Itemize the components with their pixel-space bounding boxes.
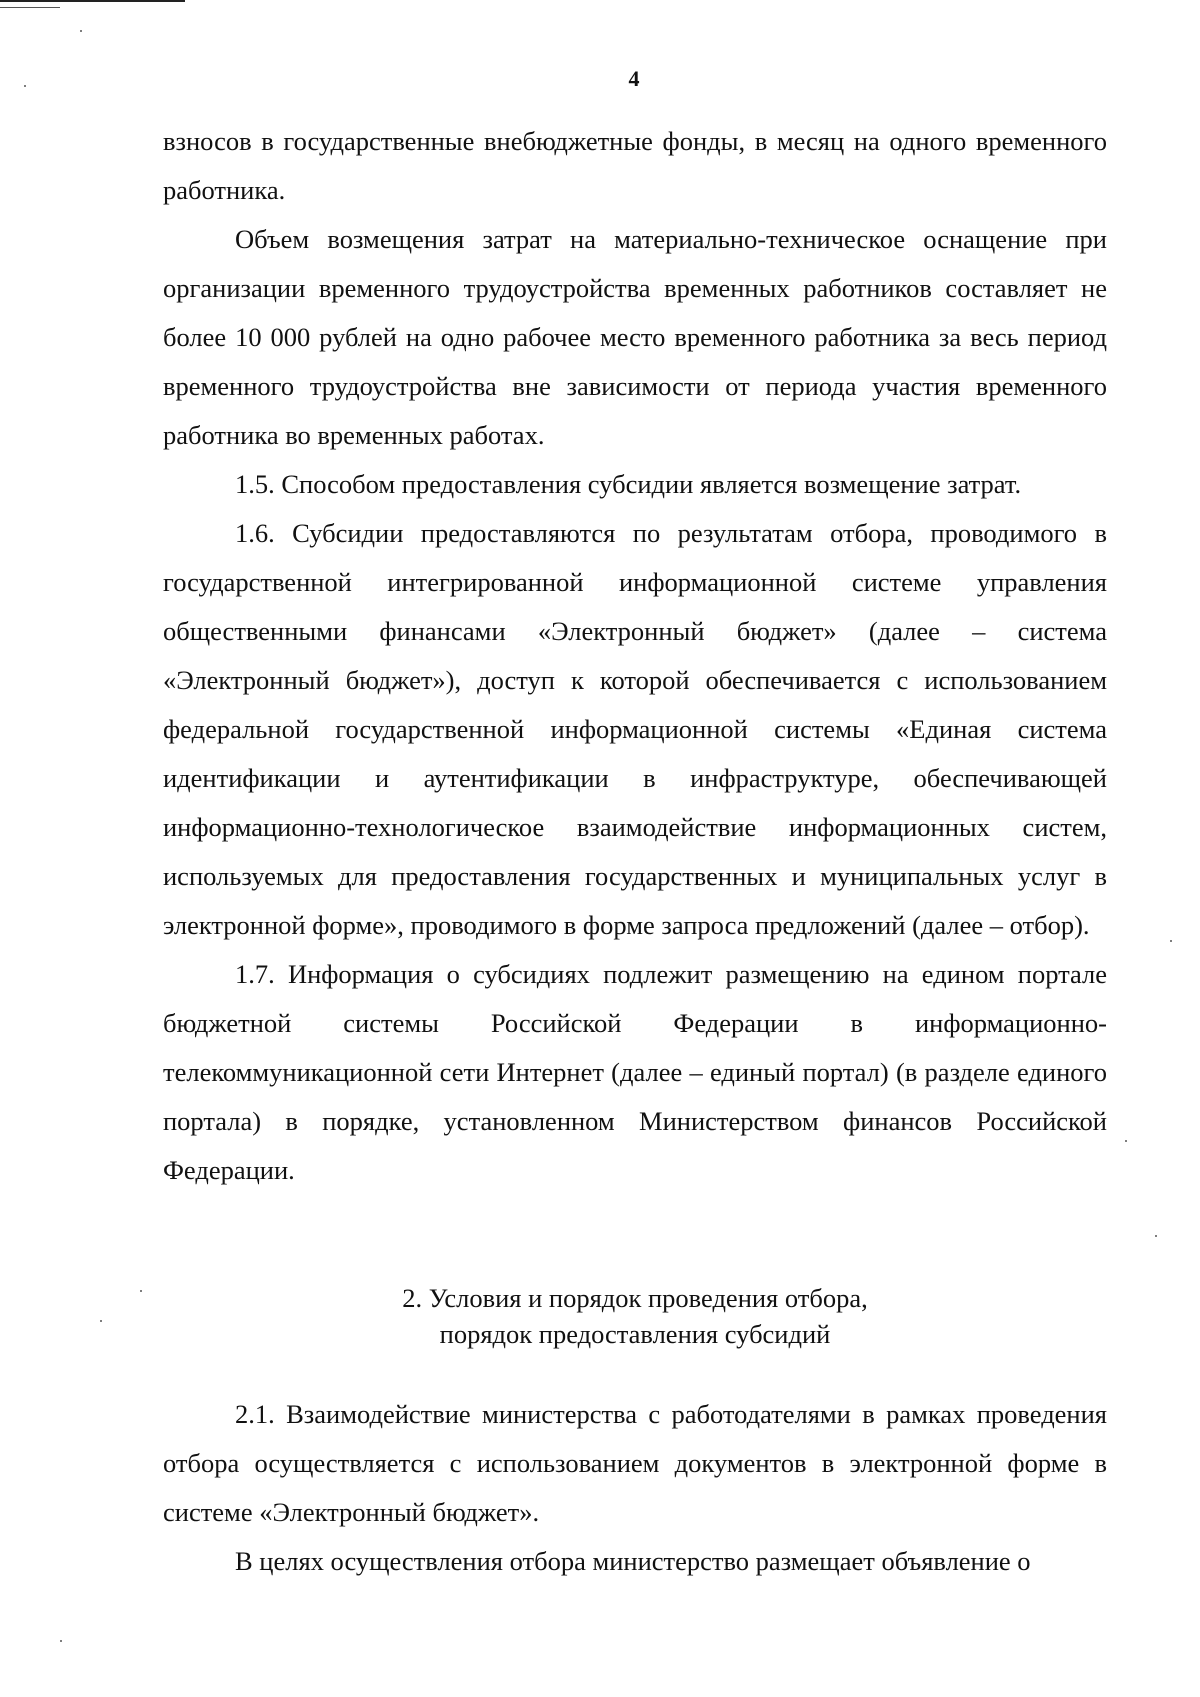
text-block-section [163,1390,1107,1586]
scan-speck [140,1290,142,1292]
page-number: 4 [628,66,640,91]
paragraph-reimbursement-volume: Объем возмещения затрат на материально-техническое оснащение при организации временного трудоустройства временных работников составляет не более 10 000 рублей на одно рабочее место временного работника за весь период временного трудоустройства вне зависимости от периода участия временного работника во временных работах. [163,224,1107,450]
scan-speck [100,1320,102,1322]
scan-speck [1125,1140,1127,1142]
scan-speck [80,30,82,32]
paragraph-2-1: 2.1. Взаимодействие министерства с работодателями в рамках проведения отбора осуществляется с использованием документов в электронной форме в системе «Электронный бюджет». [163,1399,1107,1527]
paragraph-1-6: 1.6. Субсидии предоставляются по результатам отбора, проводимого в государственной интегрированной информационной системе управления общественными финансами «Электронный бюджет» (далее – система «Электронный бюджет»), доступ к которой обеспечивается с использованием федеральной государственной информационной системы «Единая система идентификации и аутентификации в инфраструктуре, обеспечивающей информационно-технологическое взаимодействие информационных систем, используемых для предоставления государственных и муниципальных услуг в электронной форме», проводимого в форме запроса предложений (далее – отбор). [163,518,1107,940]
scan-edge-mark [0,0,185,2]
section-heading-line1: 2. Условия и порядок проведения отбора, [402,1283,868,1313]
scan-speck [60,1640,62,1642]
paragraph-continuation: взносов в государственные внебюджетные фонды, в месяц на одного временного работника. [163,126,1107,205]
section-heading [163,1280,1107,1352]
scan-speck [24,85,26,87]
section-heading-line2: порядок предоставления субсидий [439,1319,831,1349]
scan-speck [1170,940,1172,942]
scan-edge-mark [0,7,60,8]
text-block-main [163,117,1107,1195]
paragraph-1-7: 1.7. Информация о субсидиях подлежит размещению на едином портале бюджетной системы Российской Федерации в информационно-телекоммуникационной сети Интернет (далее – единый портал) (в разделе единого портала) в порядке, установленном Министерством финансов Российской Федерации. [163,959,1107,1185]
paragraph-1-5: 1.5. Способом предоставления субсидии является возмещение затрат. [235,469,1022,499]
scan-speck [1155,1235,1157,1237]
paragraph-selection-announcement: В целях осуществления отбора министерство размещает объявление о [235,1546,1031,1576]
